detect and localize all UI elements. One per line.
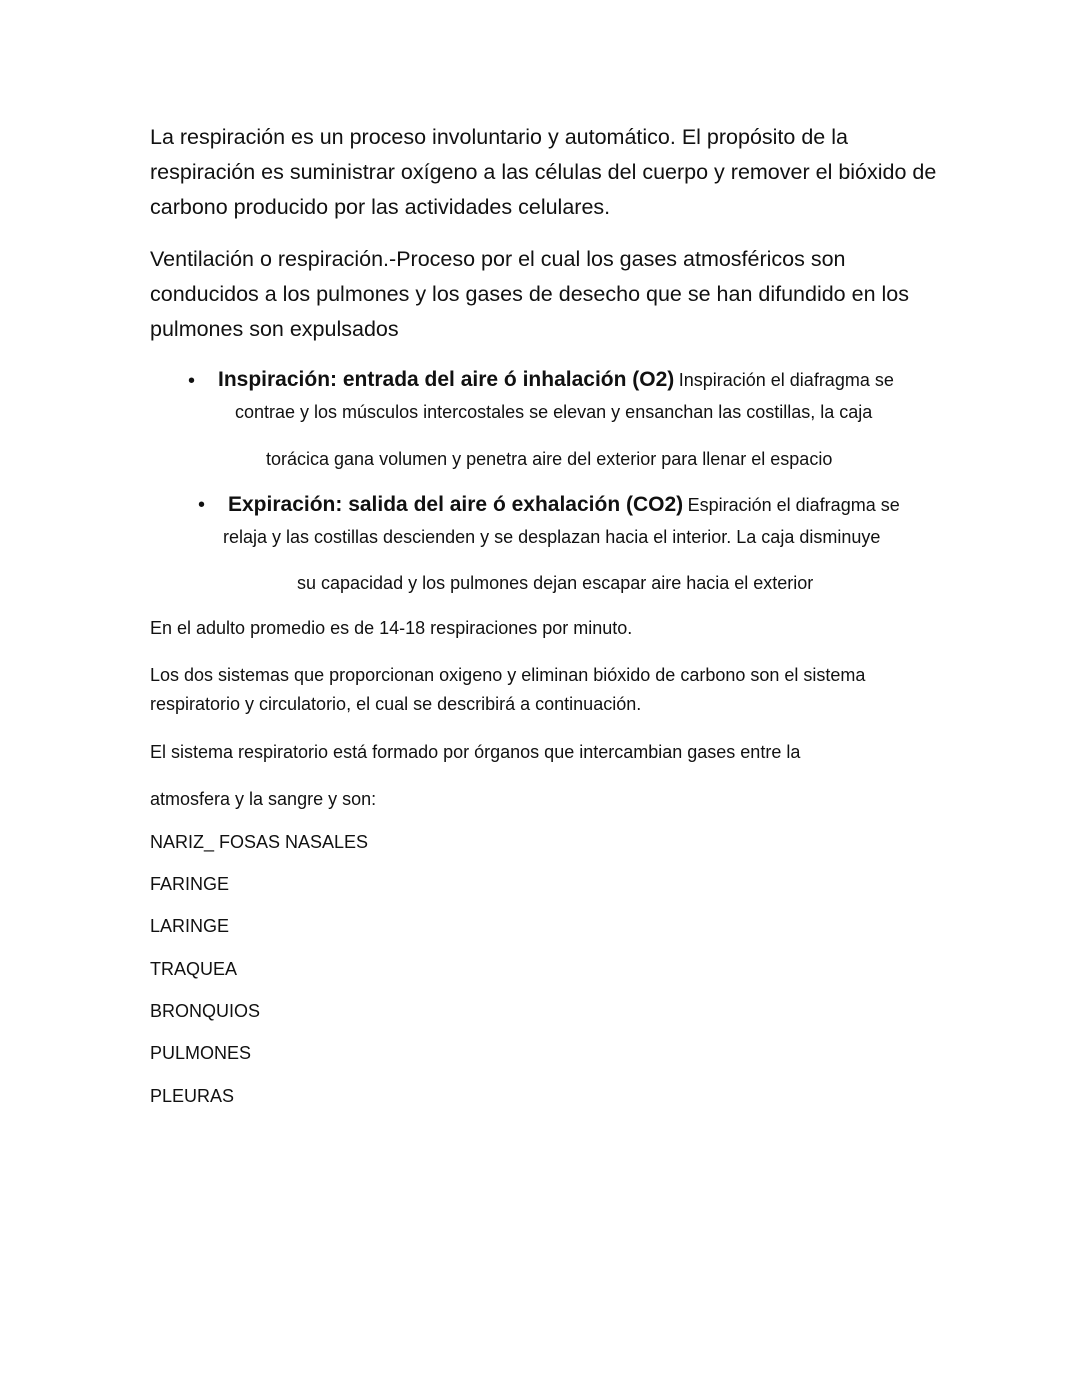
organ-item: PLEURAS: [150, 1086, 235, 1106]
inspiration-text-line3: torácica gana volumen y penetra aire del exterior para llenar el espacio: [266, 449, 833, 469]
ventilation-paragraph: Ventilación o respiración.-Proceso por el cual los gases atmosféricos son conducidos a los pulmones y los gases de desecho que se han difundido en los pulmones son expulsados: [150, 247, 909, 341]
expiration-text-line1: Espiración el diafragma se: [687, 495, 900, 515]
intro-paragraph: La respiración es un proceso involuntario y automático. El propósito de la respiración es suministrar oxígeno a las células del cuerpo y remover el bióxido de carbono producido por las actividades celulares.: [150, 125, 937, 219]
systems-text-line1: Los dos sistemas que proporcionan oxigeno y eliminan bióxido de carbono son el sistema: [150, 665, 866, 685]
composition-text-line1: El sistema respiratorio está formado por órganos que intercambian gases entre la: [150, 742, 801, 762]
inspiration-heading: Inspiración: entrada del aire ó inhalación (O2): [218, 368, 675, 391]
composition-text-line2: atmosfera y la sangre y son:: [150, 789, 377, 809]
expiration-text-line2: relaja y las costillas descienden y se desplazan hacia el interior. La caja disminuye: [223, 527, 881, 547]
organ-item: BRONQUIOS: [150, 1001, 261, 1021]
organ-item: LARINGE: [150, 916, 230, 936]
bullet-marker: •: [198, 494, 206, 516]
systems-text-line2: respiratorio y circulatorio, el cual se describirá a continuación.: [150, 694, 642, 714]
inspiration-text-line2: contrae y los músculos intercostales se elevan y ensanchan las costillas, la caja: [235, 402, 873, 422]
inspiration-text-line1: Inspiración el diafragma se: [678, 370, 894, 390]
adult-rate-text: En el adulto promedio es de 14-18 respiraciones por minuto.: [150, 618, 633, 638]
organ-item: TRAQUEA: [150, 959, 238, 979]
expiration-text-line3: su capacidad y los pulmones dejan escapar aire hacia el exterior: [297, 573, 814, 593]
organ-item: PULMONES: [150, 1043, 252, 1063]
bullet-marker: •: [188, 370, 196, 392]
organ-item: FARINGE: [150, 874, 230, 894]
organ-item: NARIZ_ FOSAS NASALES: [150, 832, 369, 852]
expiration-heading: Expiración: salida del aire ó exhalación (CO2): [228, 493, 684, 516]
